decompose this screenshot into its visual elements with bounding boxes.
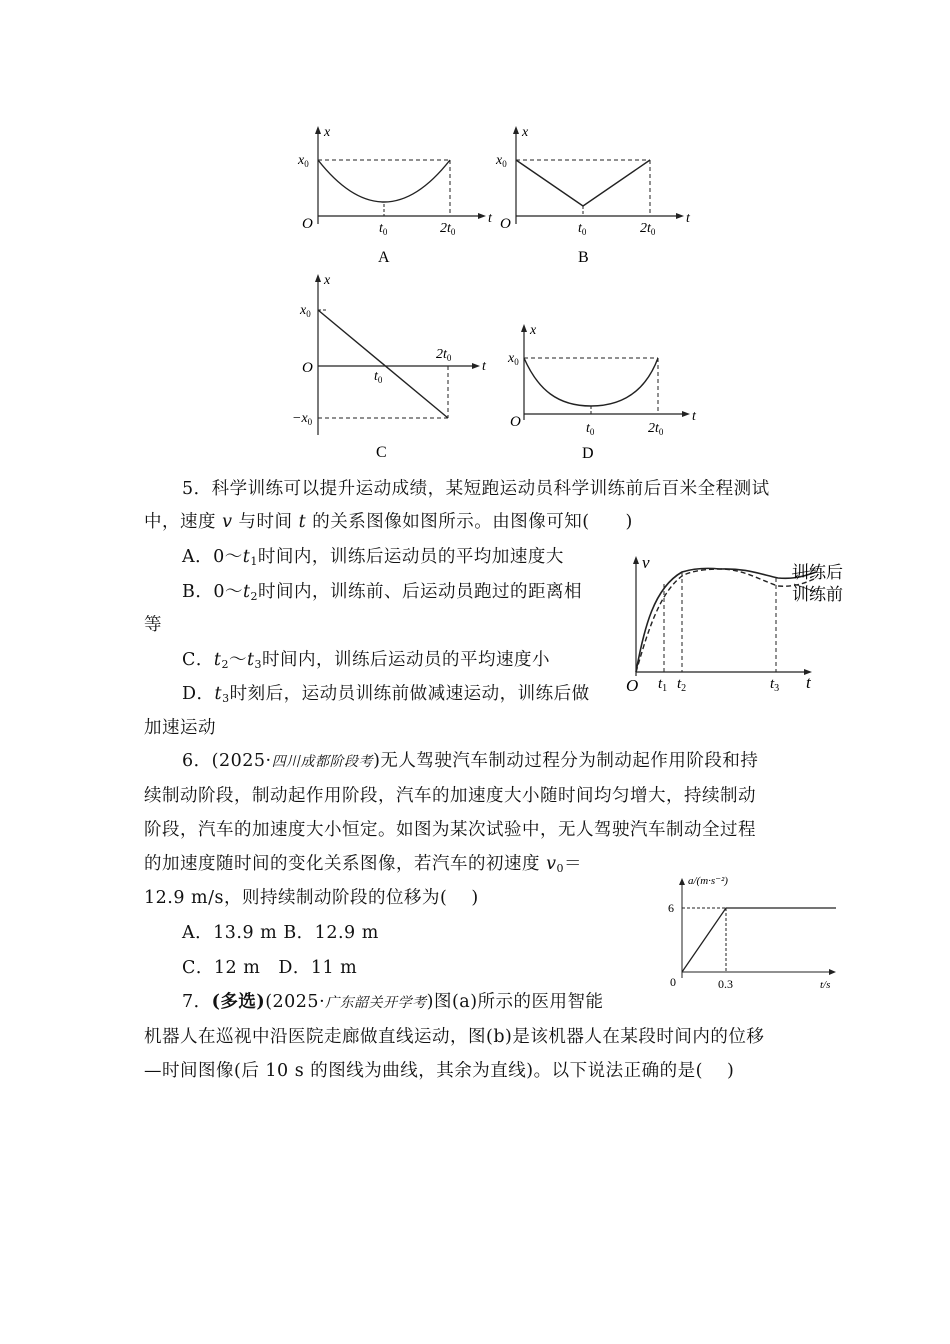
q7-stem-line3: —时间图像(后 10 s 的图线为曲线，其余为直线)。以下说法正确的是( ) <box>144 1061 735 1081</box>
x-axis-label: x <box>530 323 537 338</box>
straight-line <box>318 310 448 418</box>
t3-label: $t_3$ <box>770 676 780 694</box>
x0-label: $x_0$ <box>496 153 507 169</box>
q7-stem-line1: 7．(多选)(2025·广东韶关开学考)图(a)所示的医用智能 <box>182 992 604 1012</box>
two-t0-label: $2t_0$ <box>436 347 452 363</box>
x0-label: $x_0$ <box>298 153 309 169</box>
origin-label: O <box>302 216 313 232</box>
q5-option-d-cont: 加速运动 <box>144 718 216 738</box>
q6-options-ab[interactable]: A．13.9 m B．12.9 m <box>182 923 379 943</box>
graph-c <box>290 270 500 465</box>
q6-options-cd[interactable]: C．12 m D．11 m <box>182 958 358 978</box>
q5-stem-line2: 中，速度 v 与时间 t 的关系图像如图所示。由图像可知( ) <box>144 512 633 532</box>
origin-label: O <box>500 216 511 232</box>
a-value-label: 6 <box>668 901 674 915</box>
legend-after: 训练后 <box>792 563 843 582</box>
q7-stem-line2: 机器人在巡视中沿医院走廊做直线运动，图(b)是该机器人在某段时间内的位移 <box>144 1027 765 1047</box>
graph-b <box>488 122 698 270</box>
q5-stem-line1: 5．科学训练可以提升运动成绩，某短跑运动员科学训练前后百米全程测试 <box>182 479 770 499</box>
t0-label: $t_0$ <box>586 421 595 437</box>
v-line <box>516 160 650 206</box>
origin-label: O <box>302 360 313 376</box>
q6-at-graph <box>660 870 846 996</box>
t0-label: $t_0$ <box>578 221 587 237</box>
q5-vt-graph <box>620 548 860 698</box>
two-t0-label: $2t_0$ <box>440 221 456 237</box>
q5-option-c[interactable]: C．$t_2\sim t_3$时间内，训练后运动员的平均速度小 <box>182 650 550 671</box>
x-axis-label: x <box>324 125 331 140</box>
two-t0-label: $2t_0$ <box>640 221 656 237</box>
t-axis-label: t <box>488 211 492 226</box>
neg-x0-label: $-x_0$ <box>292 411 313 427</box>
graph-caption: B <box>578 249 589 266</box>
origin-label: O <box>626 676 639 695</box>
t-axis-label: t <box>806 673 811 692</box>
t1-label: $t_1$ <box>658 676 668 694</box>
graph-caption: C <box>376 444 387 461</box>
q5-option-a[interactable]: A．$0\sim t_1$时间内，训练后运动员的平均加速度大 <box>182 547 564 568</box>
graph-caption: A <box>378 249 390 266</box>
acceleration-line <box>682 908 836 972</box>
t0-label: $t_0$ <box>379 221 388 237</box>
q6-stem-line4: 的加速度随时间的变化关系图像，若汽车的初速度 $v_0=$ <box>144 854 582 875</box>
curve <box>524 358 658 406</box>
x0-label: $x_0$ <box>300 303 311 319</box>
t2-label: $t_2$ <box>677 676 687 694</box>
t-axis-label: t/s <box>820 979 831 991</box>
q6-stem-line5: 12.9 m/s，则持续制动阶段的位移为( ) <box>144 888 479 908</box>
t-value-label: 0.3 <box>718 977 733 991</box>
q5-option-b[interactable]: B．$0\sim t_2$时间内，训练前、后运动员跑过的距离相 <box>182 582 583 603</box>
a-axis-label: a/(m·s⁻²) <box>688 875 728 887</box>
q5-option-b-cont: 等 <box>144 615 162 635</box>
two-t0-label: $2t_0$ <box>648 421 664 437</box>
graph-d <box>498 320 708 465</box>
graph-a <box>290 122 500 270</box>
curve <box>318 160 450 202</box>
origin-label: O <box>510 414 521 430</box>
t-axis-label: t <box>482 359 486 374</box>
before-training-curve <box>636 569 816 672</box>
t-axis-label: t <box>692 409 696 424</box>
graph-caption: D <box>582 445 594 462</box>
q6-stem-line1: 6．(2025·四川成都阶段考)无人驾驶汽车制动过程分为制动起作用阶段和持 <box>182 751 759 771</box>
t0-label: $t_0$ <box>374 369 383 385</box>
x0-label: $x_0$ <box>508 351 519 367</box>
v-axis-label: v <box>642 553 650 572</box>
q6-stem-line2: 续制动阶段，制动起作用阶段，汽车的加速度大小随时间均匀增大，持续制动 <box>144 786 756 806</box>
after-training-curve <box>636 568 816 672</box>
origin-label: 0 <box>670 975 676 989</box>
legend-before: 训练前 <box>792 585 843 604</box>
q6-stem-line3: 阶段，汽车的加速度大小恒定。如图为某次试验中，无人驾驶汽车制动全过程 <box>144 820 756 840</box>
x-axis-label: x <box>324 273 331 288</box>
q5-option-d[interactable]: D．$t_3$时刻后，运动员训练前做减速运动，训练后做 <box>182 684 590 705</box>
x-axis-label: x <box>522 125 529 140</box>
t-axis-label: t <box>686 211 690 226</box>
